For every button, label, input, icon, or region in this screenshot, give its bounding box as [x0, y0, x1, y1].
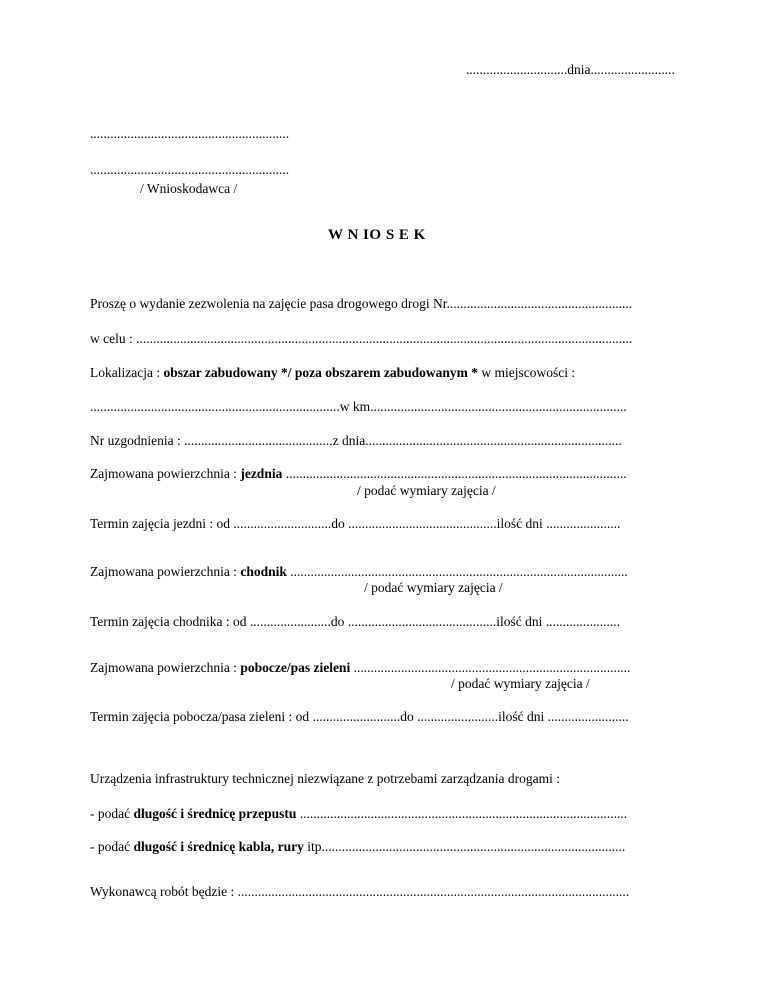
sidewalk-area-line: Zajmowana powierzchnia : chodnik ....................................................................................................	[90, 564, 628, 579]
purpose-line: w celu : ...................................................................................................................................................	[90, 331, 633, 346]
location-option-built-up: obszar zabudowany */	[163, 365, 292, 380]
applicant-label: / Wnioskodawca /	[140, 181, 238, 196]
date-line: ..............................dnia.........................	[466, 62, 675, 77]
road-dimensions-hint: / podać wymiary zajęcia /	[357, 483, 496, 498]
location-km-line: ..........................................................................w km............................................................................	[90, 399, 627, 414]
sidewalk-area-bold: chodnik	[240, 564, 287, 579]
applicant-line-2: ...........................................................	[90, 162, 290, 177]
location-label: Lokalizacja :	[90, 365, 164, 380]
shoulder-dimensions-hint: / podać wymiary zajęcia /	[451, 676, 590, 691]
infrastructure-heading: Urządzenia infrastruktury technicznej niezwiązane z potrzebami zarządzania drogami :	[90, 771, 560, 786]
infrastructure-item-cable: - podać długość i średnicę kabla, rury itp..........................................................................................	[90, 839, 626, 854]
applicant-line-1: ...........................................................	[90, 126, 290, 141]
document-title: W N IO S E K	[328, 227, 426, 243]
contractor-line: Wykonawcą robót będzie : ....................................................................................................................	[90, 884, 630, 899]
sidewalk-dimensions-hint: / podać wymiary zajęcia /	[364, 580, 503, 595]
road-area-line: Zajmowana powierzchnia : jezdnia .....................................................................................................	[90, 466, 627, 481]
shoulder-area-line: Zajmowana powierzchnia : pobocze/pas zieleni ..................................................................................	[90, 660, 631, 675]
location-town-label: w miejscowości :	[478, 365, 576, 380]
road-area-bold: jezdnia	[240, 466, 283, 481]
location-option-outside: poza obszarem zabudowanym *	[294, 365, 479, 380]
request-text: Proszę o wydanie zezwolenia na zajęcie pasa drogowego drogi Nr.......................................................	[90, 296, 633, 311]
sidewalk-term-line: Termin zajęcia chodnika : od ........................do ............................................ilość dni ......................	[90, 614, 620, 629]
road-term-line: Termin zajęcia jezdni : od .............................do ............................................ilość dni ......................	[90, 516, 621, 531]
approval-line: Nr uzgodnienia : ............................................z dnia............................................................................	[90, 433, 622, 448]
shoulder-area-bold: pobocze/pas zieleni	[240, 660, 351, 675]
location-line	[90, 365, 575, 381]
shoulder-term-line: Termin zajęcia pobocza/pasa zieleni : od ..........................do ........................ilość dni ........................	[90, 709, 629, 724]
infrastructure-item-culvert: - podać długość i średnicę przepustu .................................................................................................	[90, 806, 628, 821]
